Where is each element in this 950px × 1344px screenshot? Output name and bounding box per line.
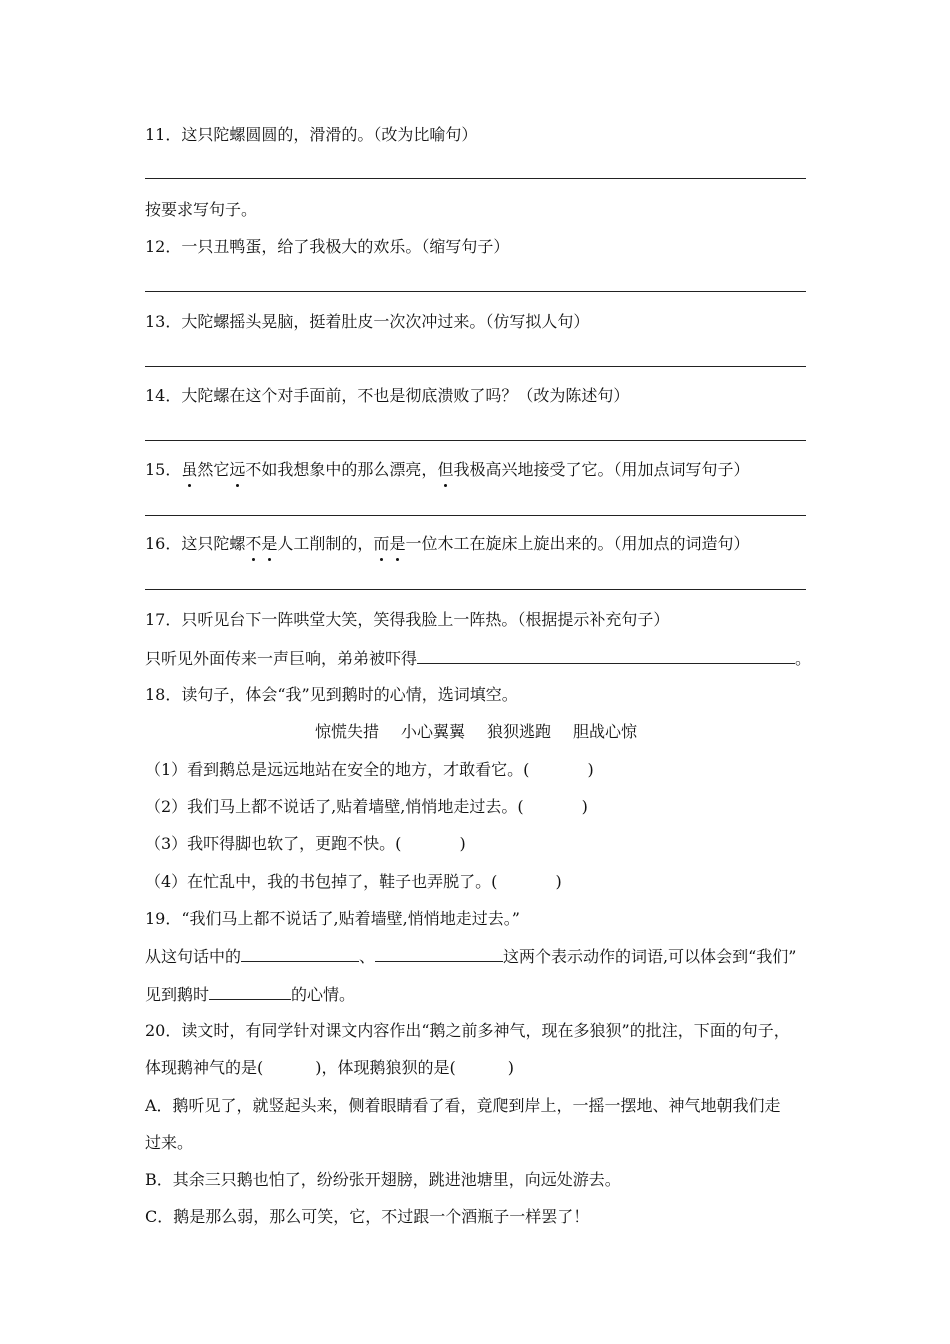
q19-line-2 <box>145 983 355 1006</box>
q18-item-text: （1）看到鹅总是远远地站在安全的地方，才敢看它。( <box>145 760 530 779</box>
q19-text: 、 <box>359 947 376 966</box>
q17-prompt-text: 只听见外面传来一声巨响，弟弟被吓得 <box>145 649 418 668</box>
q18-item-close: ) <box>581 797 588 816</box>
question-17-prompt <box>145 647 811 670</box>
q20-option-a: A．鹅听见了，就竖起头来，侧着眼睛看了看，竟爬到岸上，一摇一摆地、神气地朝我们走 <box>145 1096 781 1115</box>
q18-item-4 <box>145 871 562 893</box>
dotted-char: 远 <box>229 460 246 479</box>
q16-text: 人工削制的， <box>277 534 374 553</box>
answer-line-12[interactable] <box>145 291 806 292</box>
question-14: 14．大陀螺在这个对手面前，不也是彻底溃败了吗？（改为陈述句） <box>145 386 630 405</box>
q18-item-2 <box>145 796 588 818</box>
q15-text: 不如我想象中的那么漂亮， <box>245 460 438 479</box>
dotted-char: 是 <box>389 534 406 553</box>
question-13: 13．大陀螺摇头晃脑，挺着肚皮一次次冲过来。（仿写拟人句） <box>145 312 590 331</box>
q15-text: 我极高兴地接受了它。（用加点词写句子） <box>453 460 750 479</box>
q17-end: 。 <box>795 649 812 668</box>
answer-line-13[interactable] <box>145 366 806 367</box>
q18-item-text: （4）在忙乱中，我的书包掉了，鞋子也弄脱了。( <box>145 872 498 891</box>
q20-option-c: C．鹅是那么弱，那么可笑，它，不过跟一个酒瓶子一样罢了！ <box>145 1207 590 1226</box>
question-11: 11．这只陀螺圆圆的，滑滑的。（改为比喻句） <box>145 125 478 144</box>
q18-item-text: （3）我吓得脚也软了，更跑不快。( <box>145 834 402 853</box>
q19-blank-2[interactable] <box>375 945 503 962</box>
word-option: 惊慌失措 <box>315 722 380 741</box>
dotted-char: 而 <box>373 534 390 553</box>
dotted-char: 但 <box>437 460 454 479</box>
q19-line-1 <box>145 945 796 968</box>
question-15 <box>145 459 749 481</box>
dotted-char: 是 <box>261 534 278 553</box>
answer-line-14[interactable] <box>145 440 806 441</box>
dotted-char: 不 <box>245 534 262 553</box>
word-option: 小心翼翼 <box>401 722 466 741</box>
q18-item-close: ) <box>587 760 594 779</box>
q18-item-close: ) <box>555 872 562 891</box>
question-19: 19．“我们马上都不说话了,贴着墙壁,悄悄地走过去。” <box>145 909 520 928</box>
answer-line-11[interactable] <box>145 178 806 179</box>
q19-blank-1[interactable] <box>241 945 359 962</box>
q19-blank-3[interactable] <box>209 983 291 1000</box>
q18-item-text: （2）我们马上都不说话了,贴着墙壁,悄悄地走过去。( <box>145 797 524 816</box>
q20-option-a-cont: 过来。 <box>145 1133 194 1152</box>
q20-line-2 <box>145 1057 514 1079</box>
q19-text: 从这句话中的 <box>145 947 242 966</box>
question-12: 12．一只丑鸭蛋，给了我极大的欢乐。（缩写句子） <box>145 237 510 256</box>
answer-line-16[interactable] <box>145 589 806 590</box>
q20-text: 体现鹅神气的是( <box>145 1058 264 1077</box>
word-option: 狼狈逃跑 <box>487 722 552 741</box>
section-heading: 按要求写句子。 <box>145 200 258 219</box>
q18-item-3 <box>145 833 466 855</box>
question-20: 20．读文时，有同学针对课文内容作出“鹅之前多神气，现在多狼狈”的批注，下面的句子， <box>145 1021 790 1040</box>
question-18: 18．读句子，体会“我”见到鹅时的心情，选词填空。 <box>145 685 518 704</box>
q18-item-1 <box>145 759 594 781</box>
q16-prefix: 16．这只陀螺 <box>145 534 246 553</box>
q19-text: 这两个表示动作的词语,可以体会到“我们” <box>503 947 797 966</box>
word-option: 胆战心惊 <box>573 722 638 741</box>
question-16 <box>145 533 749 555</box>
q19-text: 见到鹅时 <box>145 985 210 1004</box>
q20-text: ) <box>507 1058 514 1077</box>
q18-item-close: ) <box>459 834 466 853</box>
q20-text: )，体现鹅狼狈的是( <box>315 1058 456 1077</box>
dotted-char: 虽 <box>181 460 198 479</box>
answer-line-15[interactable] <box>145 515 806 516</box>
q15-prefix: 15． <box>145 460 182 479</box>
q20-option-b: B．其余三只鹅也怕了，纷纷张开翅膀，跳进池塘里，向远处游去。 <box>145 1170 621 1189</box>
question-17: 17．只听见台下一阵哄堂大笑，笑得我脸上一阵热。（根据提示补充句子） <box>145 610 670 629</box>
q16-text: 一位木工在旋床上旋出来的。（用加点的词造句） <box>405 534 750 553</box>
q15-text: 然它 <box>197 460 230 479</box>
word-bank <box>315 721 659 743</box>
q17-blank[interactable] <box>417 647 795 664</box>
q19-text: 的心情。 <box>291 985 356 1004</box>
